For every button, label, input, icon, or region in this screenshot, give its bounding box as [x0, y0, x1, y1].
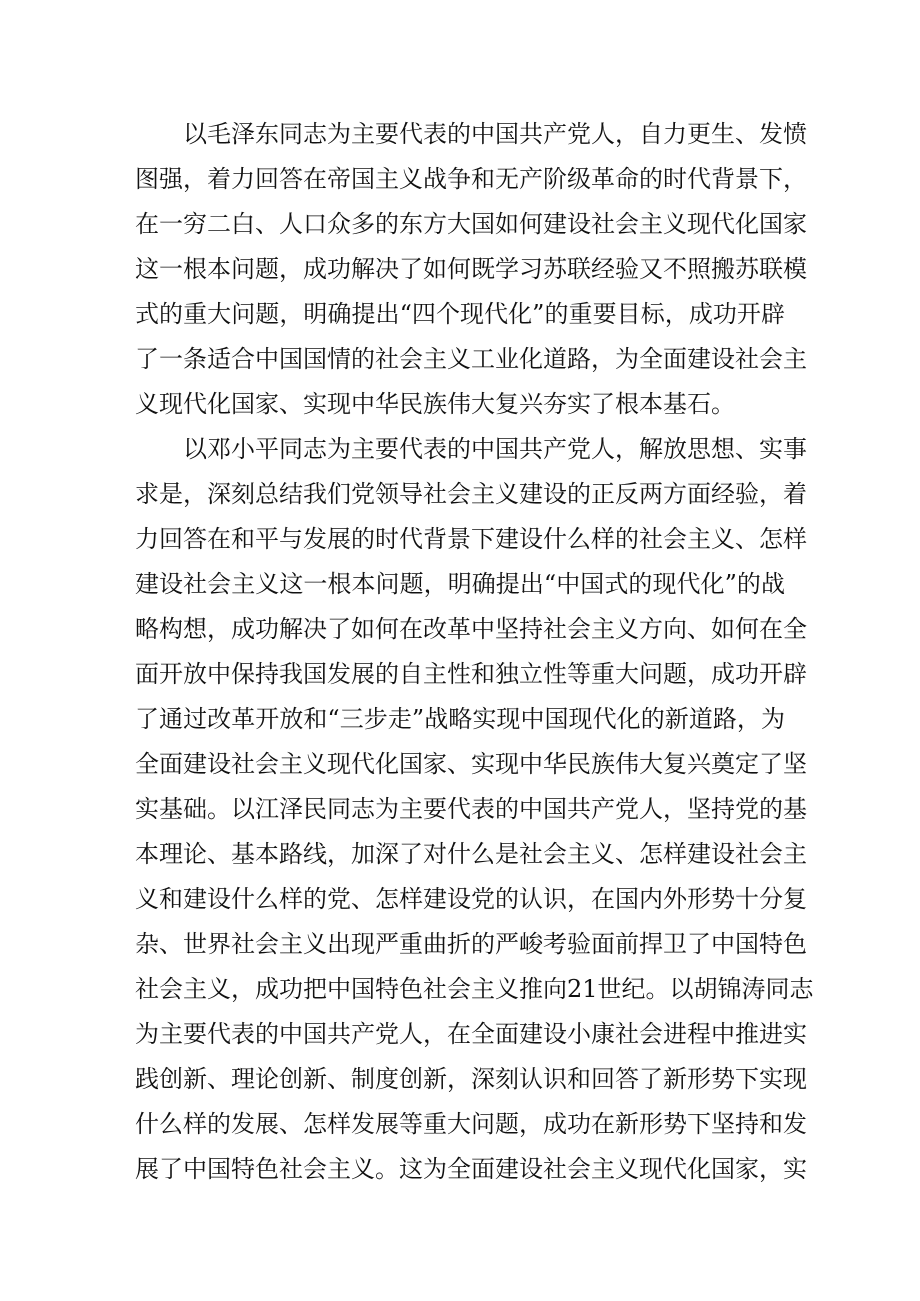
paragraph-line: 义现代化国家、实现中华民族伟大复兴夯实了根本基石。 [135, 390, 735, 418]
paragraph-line: 了通过改革开放和“三步走”战略实现中国现代化的新道路，为 [135, 705, 785, 733]
paragraph-line: 力回答在和平与发展的时代背景下建设什么样的社会主义、怎样 [135, 525, 807, 553]
paragraph-line: 实基础。以江泽民同志为主要代表的中国共产党人，坚持党的基 [135, 795, 807, 823]
paragraph-line: 展了中国特色社会主义。这为全面建设社会主义现代化国家，实 [135, 1155, 807, 1183]
paragraph-line: 建设社会主义这一根本问题，明确提出“中国式的现代化”的战 [135, 570, 785, 598]
paragraph-line: 这一根本问题，成功解决了如何既学习苏联经验又不照搬苏联模 [135, 255, 807, 283]
paragraph-line: 图强，着力回答在帝国主义战争和无产阶级革命的时代背景下， [135, 165, 807, 193]
paragraph-line: 面开放中保持我国发展的自主性和独立性等重大问题，成功开辟 [135, 660, 807, 688]
paragraph-line: 本理论、基本路线，加深了对什么是社会主义、怎样建设社会主 [135, 840, 807, 868]
paragraph-line: 式的重大问题，明确提出“四个现代化”的重要目标，成功开辟 [135, 300, 785, 328]
paragraph-line: 为主要代表的中国共产党人，在全面建设小康社会进程中推进实 [135, 1020, 807, 1048]
paragraph-line: 什么样的发展、怎样发展等重大问题，成功在新形势下坚持和发 [135, 1110, 807, 1138]
paragraph-line: 义和建设什么样的党、怎样建设党的认识，在国内外形势十分复 [135, 885, 807, 913]
paragraph-line: 全面建设社会主义现代化国家、实现中华民族伟大复兴奠定了坚 [135, 750, 807, 778]
paragraph-line: 求是，深刻总结我们党领导社会主义建设的正反两方面经验，着 [135, 480, 807, 508]
paragraph-line: 了一条适合中国国情的社会主义工业化道路，为全面建设社会主 [135, 345, 807, 373]
paragraph-line: 社会主义，成功把中国特色社会主义推向21世纪。以胡锦涛同志 [135, 975, 814, 1003]
paragraph-line: 在一穷二白、人口众多的东方大国如何建设社会主义现代化国家 [135, 210, 807, 238]
paragraph-line: 略构想，成功解决了如何在改革中坚持社会主义方向、如何在全 [135, 615, 807, 643]
paragraph-line: 以毛泽东同志为主要代表的中国共产党人，自力更生、发愤 [183, 120, 807, 148]
paragraph-line: 杂、世界社会主义出现严重曲折的严峻考验面前捍卫了中国特色 [135, 930, 807, 958]
paragraph-line: 践创新、理论创新、制度创新，深刻认识和回答了新形势下实现 [135, 1065, 807, 1093]
paragraph-line: 以邓小平同志为主要代表的中国共产党人，解放思想、实事 [183, 435, 807, 463]
